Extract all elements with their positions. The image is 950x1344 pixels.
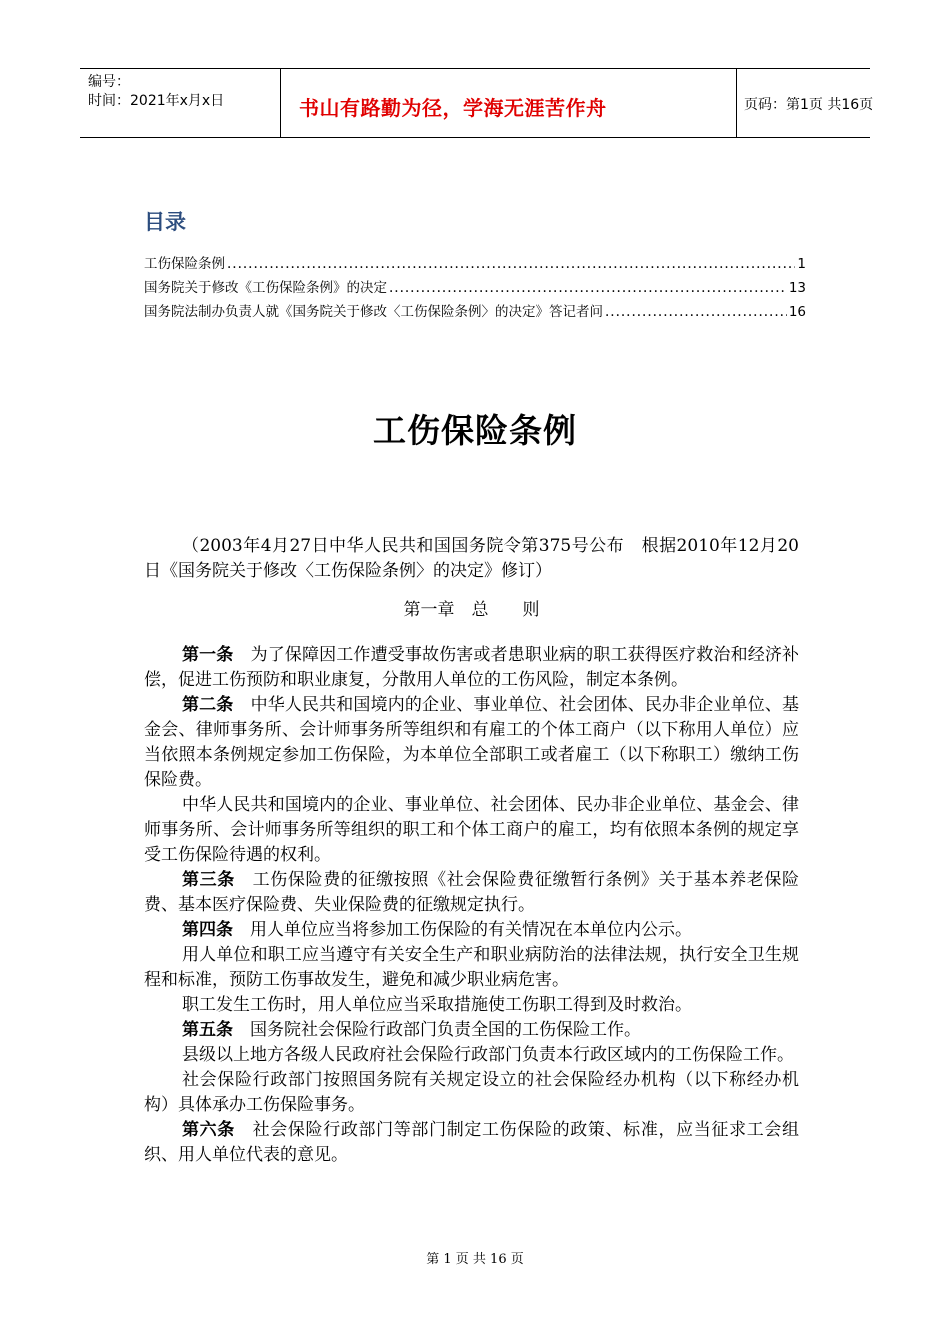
toc-entry-text[interactable]: 国务院法制办负责人就《国务院关于修改〈工伤保险条例〉的决定》答记者问: [144, 304, 603, 320]
article-text: 社会保险行政部门按照国务院有关规定设立的社会保险经办机构（以下称经办机构）具体承办工伤保险事务。: [144, 1070, 799, 1115]
toc-leader-dots: [605, 304, 787, 320]
article-paragraph: [144, 993, 799, 1018]
article-number: 第四条: [182, 920, 233, 940]
article-paragraph: [144, 643, 799, 693]
document-intro: （2003年4月27日中华人民共和国国务院令第375号公布 根据2010年12月20日《国务院关于修改〈工伤保险条例〉的决定》修订）: [144, 536, 799, 581]
toc-entry[interactable]: [144, 300, 806, 324]
article-text: 为了保障因工作遭受事故伤害或者患职业病的职工获得医疗救治和经济补偿，促进工伤预防和职业康复，分散用人单位的工伤风险，制定本条例。: [144, 645, 800, 690]
page-header: [80, 68, 874, 138]
article-text: 职工发生工伤时，用人单位应当采取措施使工伤职工得到及时救治。: [182, 995, 692, 1015]
toc-leader-dots: [389, 280, 787, 296]
article-number: 第六条: [182, 1120, 235, 1140]
chapter-heading: 第一章 总 则: [403, 600, 540, 620]
number-label: 编号：: [88, 74, 130, 90]
toc-entry[interactable]: [144, 276, 806, 300]
motto-text: 书山有路勤为径，学海无涯苦作舟: [299, 96, 607, 120]
article-text: 社会保险行政部门等部门制定工伤保险的政策、标准，应当征求工会组织、用人单位代表的意见。: [144, 1120, 800, 1165]
toc-leader-dots: [227, 256, 795, 272]
article-paragraph: [144, 918, 799, 943]
article-paragraph: [144, 1068, 799, 1118]
article-number: 第一条: [182, 645, 234, 665]
article-text: 县级以上地方各级人民政府社会保险行政部门负责本行政区域内的工伤保险工作。: [182, 1045, 794, 1065]
article-number: 第五条: [182, 1020, 233, 1040]
article-paragraph: [144, 1043, 799, 1068]
toc-title: 目录: [144, 210, 186, 234]
time-label: 时间：2021年x月x日: [88, 93, 225, 109]
article-paragraph: [144, 868, 799, 918]
article-paragraph: [144, 693, 799, 793]
article-text: 用人单位应当将参加工伤保险的有关情况在本单位内公示。: [233, 920, 692, 940]
document-title: 工伤保险条例: [373, 411, 577, 450]
toc-entry-page: 1: [797, 256, 806, 272]
header-meta: [80, 69, 280, 137]
article-text: 中华人民共和国境内的企业、事业单位、社会团体、民办非企业单位、基金会、律师事务所、会计师事务所等组织的职工和个体工商户的雇工，均有依照本条例的规定享受工伤保险待遇的权利。: [144, 795, 799, 865]
article-paragraph: [144, 1018, 799, 1043]
article-text: 用人单位和职工应当遵守有关安全生产和职业病防治的法律法规，执行安全卫生规程和标准，预防工伤事故发生，避免和减少职业病危害。: [144, 945, 799, 990]
document-body: [144, 534, 799, 1168]
toc-entry-text[interactable]: 工伤保险条例: [144, 256, 225, 272]
article-number: 第三条: [182, 870, 235, 890]
toc-entry-page: 16: [788, 304, 806, 320]
article-text: 中华人民共和国境内的企业、事业单位、社会团体、民办非企业单位、基金会、律师事务所、会计师事务所等组织和有雇工的个体工商户（以下称用人单位）应当依照本条例规定参加工伤保险，为本单位全部职工或者雇工（以下称职工）缴纳工伤保险费。: [144, 695, 800, 790]
article-paragraph: [144, 793, 799, 868]
article-number: 第二条: [182, 695, 234, 715]
toc-entry[interactable]: [144, 252, 806, 276]
table-of-contents: [144, 252, 806, 324]
header-motto-cell: [280, 69, 737, 137]
article-paragraph: [144, 943, 799, 993]
page-footer: 第 1 页 共 16 页: [426, 1252, 524, 1267]
page-info: 页码：第1页 共16页: [744, 97, 874, 113]
header-page-cell: [736, 69, 874, 137]
article-text: 工伤保险费的征缴按照《社会保险费征缴暂行条例》关于基本养老保险费、基本医疗保险费、失业保险费的征缴规定执行。: [144, 870, 800, 915]
article-text: 国务院社会保险行政部门负责全国的工伤保险工作。: [233, 1020, 641, 1040]
toc-entry-text[interactable]: 国务院关于修改《工伤保险条例》的决定: [144, 280, 387, 296]
article-paragraph: [144, 1118, 799, 1168]
toc-entry-page: 13: [788, 280, 806, 296]
